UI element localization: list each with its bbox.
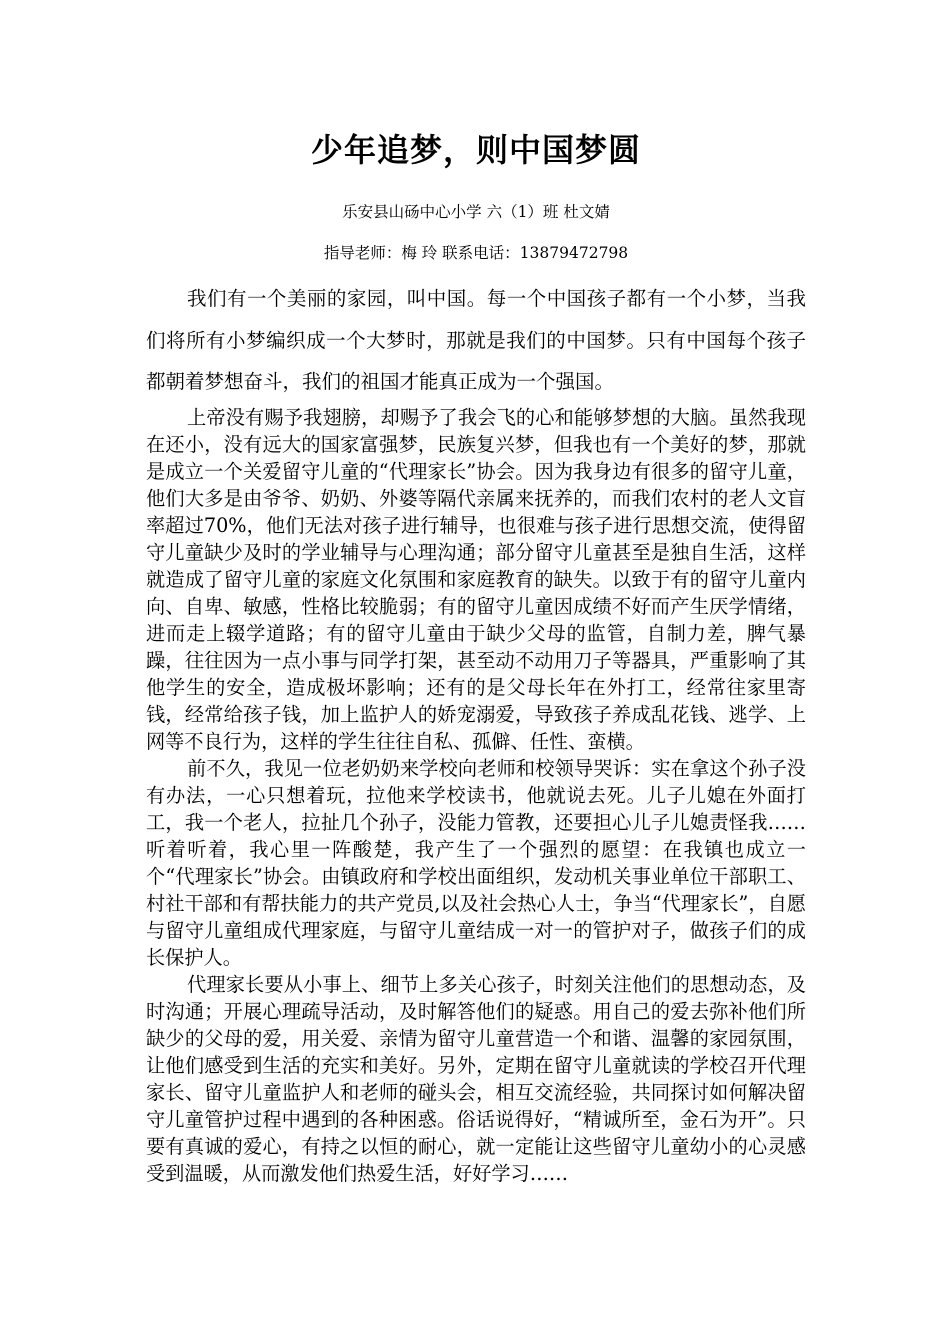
body-paragraph: 前不久，我见一位老奶奶来学校向老师和校领导哭诉：实在拿这个孙子没有办法，一心只想着玩，拉他来学校读书，他就说去死。儿子儿媳在外面打工，我一个老人，拉扯几个孙子，没能力管教，还要担心儿子儿媳责怪我……听着听着，我心里一阵酸楚，我产生了一个强烈的愿望：在我镇也成立一个“代理家长”协会。由镇政府和学校出面组织，发动机关事业单位干部职工、村社干部和有帮扶能力的共产党员,以及社会热心人士，争当“代理家长”，自愿与留守儿童组成代理家庭，与留守儿童结成一对一的管护对子，做孩子们的成长保护人。 <box>146 757 806 969</box>
body-paragraph: 代理家长要从小事上、细节上多关心孩子，时刻关注他们的思想动态，及时沟通；开展心理疏导活动，及时解答他们的疑惑。用自己的爱去弥补他们所缺少的父母的爱，用关爱、亲情为留守儿童营造一个和谐、温馨的家园氛围，让他们感受到生活的充实和美好。另外，定期在留守儿童就读的学校召开代理家长、留守儿童监护人和老师的碰头会，相互交流经验，共同探讨如何解决留守儿童管护过程中遇到的各种困惑。俗话说得好，“精诚所至，金石为开”。只要有真诚的爱心，有持之以恒的耐心，就一定能让这些留守儿童幼小的心灵感受到温暖，从而激发他们热爱生活，好好学习…… <box>146 973 806 1185</box>
intro-paragraph: 我们有一个美丽的家园，叫中国。每一个中国孩子都有一个小梦，当我们将所有小梦编织成一个大梦时，那就是我们的中国梦。只有中国每个孩子都朝着梦想奋斗，我们的祖国才能真正成为一个强国。 <box>146 287 806 393</box>
body-paragraph: 上帝没有赐予我翅膀，却赐予了我会飞的心和能够梦想的大脑。虽然我现在还小，没有远大的国家富强梦，民族复兴梦，但我也有一个美好的梦，那就是成立一个关爱留守儿童的“代理家长”协会。因为我身边有很多的留守儿童，他们大多是由爷爷、奶奶、外婆等隔代亲属来抚养的，而我们农村的老人文盲率超过70%，他们无法对孩子进行辅导，也很难与孩子进行思想交流，使得留守儿童缺少及时的学业辅导与心理沟通；部分留守儿童甚至是独自生活，这样就造成了留守儿童的家庭文化氛围和家庭教育的缺失。以致于有的留守儿童内向、自卑、敏感，性格比较脆弱；有的留守儿童因成绩不好而产生厌学情绪，进而走上辍学道路；有的留守儿童由于缺少父母的监管，自制力差，脾气暴躁，往往因为一点小事与同学打架，甚至动不动用刀子等器具，严重影响了其他学生的安全，造成极坏影响；还有的是父母长年在外打工，经常往家里寄钱，经常给孩子钱，加上监护人的娇宠溺爱，导致孩子养成乱花钱、逃学、上网等不良行为，这样的学生往往自私、孤僻、任性、蛮横。 <box>146 406 806 753</box>
document-title: 少年追梦，则中国梦圆 <box>310 131 641 169</box>
author-line: 乐安县山砀中心小学 六（1）班 杜文婧 <box>342 203 610 221</box>
body-text <box>146 404 806 1187</box>
teacher-line: 指导老师：梅 玲 联系电话：13879472798 <box>323 244 629 262</box>
